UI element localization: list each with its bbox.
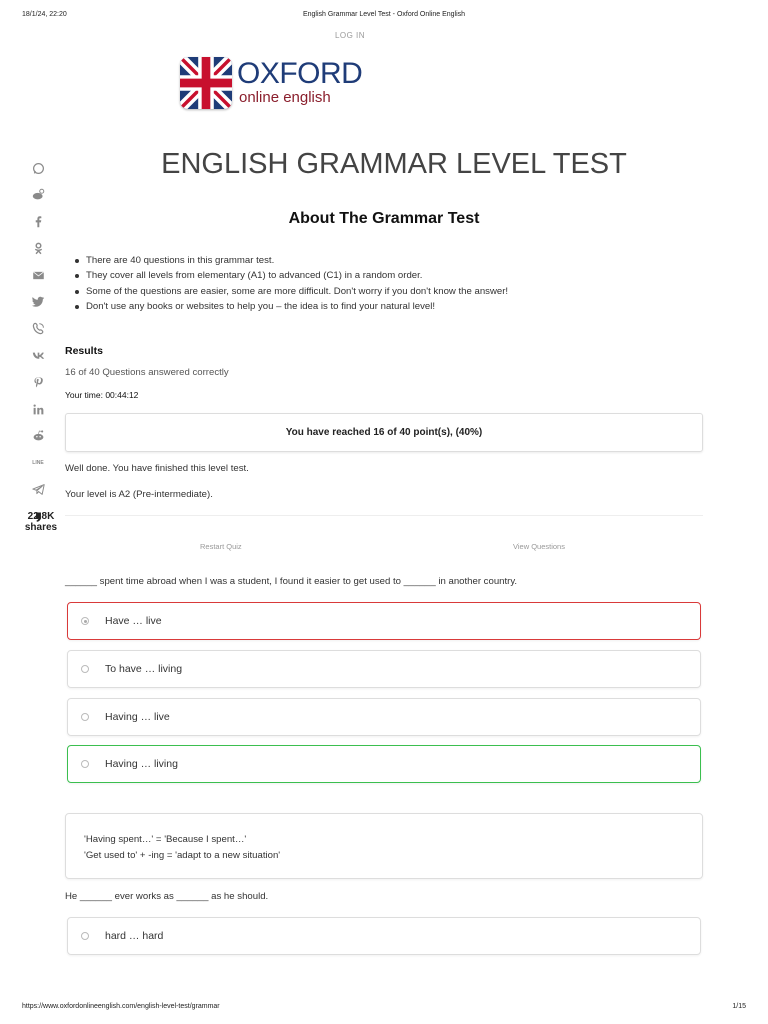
- points-text: You have reached 16 of 40 point(s), (40%): [285, 427, 483, 438]
- list-item: Don't use any books or websites to help you – the idea is to find your natural level!: [75, 299, 715, 314]
- share-count-label: shares: [24, 522, 58, 533]
- answer-option[interactable]: [67, 698, 701, 736]
- print-date: 18/1/24, 22:20: [22, 11, 67, 18]
- points-box: [65, 413, 703, 452]
- time-taken: Your time: 00:44:12: [65, 390, 139, 400]
- odnoklassniki-icon[interactable]: [24, 235, 52, 261]
- option-label: Having … living: [105, 758, 178, 770]
- about-title: About The Grammar Test: [288, 210, 480, 227]
- page-title: ENGLISH GRAMMAR LEVEL TEST: [161, 148, 627, 180]
- answer-option-correct[interactable]: [67, 745, 701, 783]
- radio-button[interactable]: [81, 760, 89, 768]
- divider: [65, 515, 703, 516]
- share-count-number: 22.8K: [27, 511, 55, 522]
- list-item: They cover all levels from elementary (A1) to advanced (C1) in a random order.: [75, 268, 715, 283]
- radio-button[interactable]: [81, 713, 89, 721]
- answered-count: 16 of 40 Questions answered correctly: [65, 367, 229, 378]
- answer-option[interactable]: [67, 917, 701, 955]
- radio-button[interactable]: [81, 665, 89, 673]
- line-icon-label: LINE: [32, 459, 44, 466]
- answer-option-wrong[interactable]: [67, 602, 701, 640]
- reddit-icon[interactable]: [24, 423, 52, 449]
- telegram-icon[interactable]: [24, 477, 52, 503]
- twitter-icon[interactable]: [24, 289, 52, 315]
- option-label: To have … living: [105, 663, 183, 675]
- linkedin-icon[interactable]: [24, 396, 52, 422]
- answer-option[interactable]: [67, 650, 701, 688]
- share-count: [20, 511, 62, 533]
- list-item: Some of the questions are easier, some are more difficult. Don't worry if you don't know the answer!: [75, 284, 715, 299]
- finish-message: Well done. You have finished this level test.: [65, 463, 249, 474]
- question-text: ______ spent time abroad when I was a student, I found it easier to get used to ______ in another country.: [65, 576, 518, 587]
- vk-icon[interactable]: [24, 343, 52, 369]
- logo-subtitle: online english: [239, 89, 331, 106]
- oxford-logo[interactable]: [180, 57, 380, 109]
- option-label: Having … live: [105, 711, 170, 723]
- explanation-line: 'Having spent…' = 'Because I spent…': [84, 834, 247, 845]
- union-jack-flag-icon: [180, 57, 232, 109]
- question-text: He ______ ever works as ______ as he should.: [65, 891, 269, 902]
- login-link[interactable]: LOG IN: [334, 31, 366, 40]
- restart-quiz-button[interactable]: Restart Quiz: [200, 542, 242, 551]
- print-title: English Grammar Level Test - Oxford Online English: [302, 11, 466, 18]
- answer-explanation: [65, 813, 703, 879]
- option-label: Have … live: [105, 615, 162, 627]
- option-label: hard … hard: [105, 930, 164, 942]
- line-icon[interactable]: [24, 450, 52, 476]
- level-result: Your level is A2 (Pre-intermediate).: [65, 489, 213, 500]
- radio-button[interactable]: [81, 617, 89, 625]
- explanation-line: 'Get used to' + -ing = 'adapt to a new situation': [84, 849, 281, 861]
- results-heading: Results: [65, 345, 103, 357]
- page-number: 1/15: [732, 1003, 746, 1010]
- view-questions-button[interactable]: View Questions: [513, 542, 565, 551]
- radio-button[interactable]: [81, 932, 89, 940]
- list-item: There are 40 questions in this grammar test.: [75, 253, 715, 268]
- viber-icon[interactable]: [24, 316, 52, 342]
- email-icon[interactable]: [24, 262, 52, 288]
- weibo-icon[interactable]: [24, 182, 52, 208]
- pinterest-icon[interactable]: [24, 369, 52, 395]
- logo-wordmark: OXFORD: [237, 57, 363, 90]
- print-header: [0, 11, 768, 23]
- page-url: https://www.oxfordonlineenglish.com/english-level-test/grammar: [22, 1003, 220, 1010]
- about-bullet-list: [75, 253, 715, 315]
